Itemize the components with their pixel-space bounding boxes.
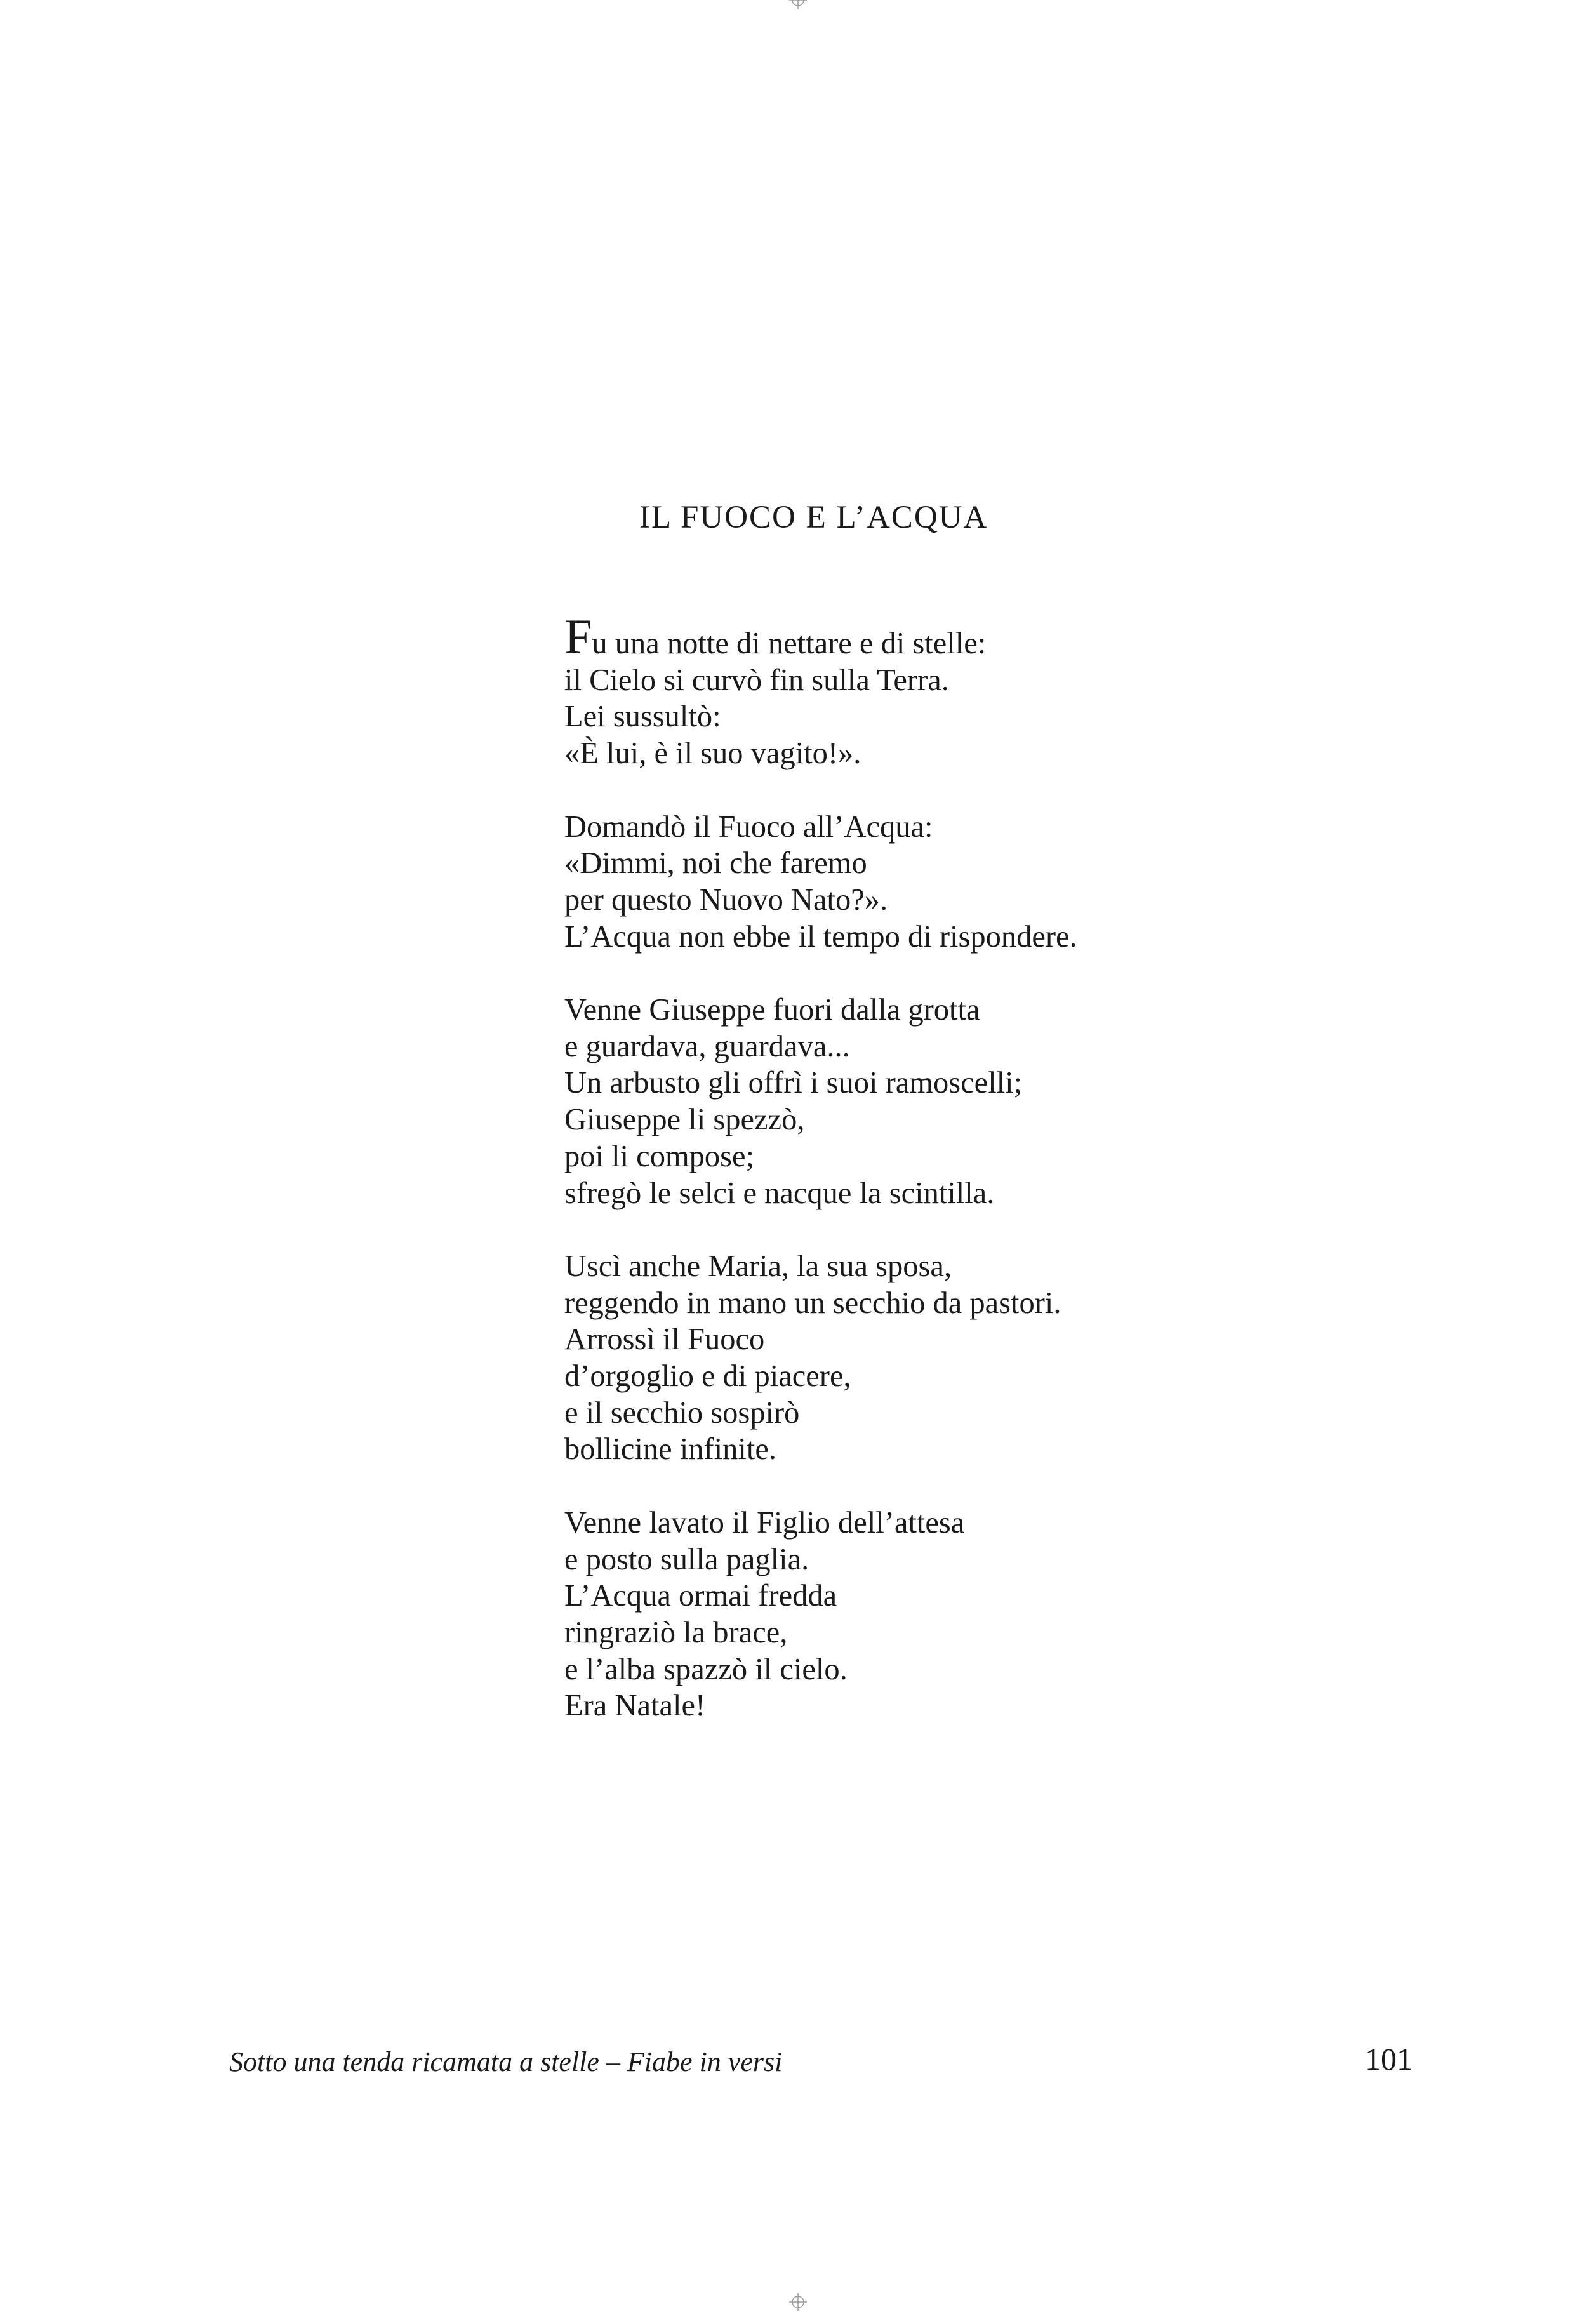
registration-mark-top-icon <box>789 0 807 9</box>
stanza <box>564 1505 1077 1724</box>
poem-line: «È lui, è il suo vagito!». <box>564 736 861 771</box>
stanza <box>564 992 1077 1211</box>
poem-line: Domandò il Fuoco all’Acqua: <box>564 809 933 844</box>
poem-line: Lei sussultò: <box>564 700 721 734</box>
stanza <box>564 1248 1077 1468</box>
registration-mark-bottom-icon <box>789 2293 807 2311</box>
poem-line: il Cielo si curvò fin sulla Terra. <box>564 663 949 697</box>
poem-line: L’Acqua non ebbe il tempo di rispondere. <box>564 919 1077 954</box>
poem-line: Venne lavato il Figlio dell’attesa <box>564 1505 965 1540</box>
poem-line: Fu una notte di nettare e di stelle: <box>564 609 987 664</box>
poem-line: e posto sulla paglia. <box>564 1542 809 1576</box>
poem-line: poi li compose; <box>564 1139 755 1173</box>
poem-line: Un arbusto gli offrì i suoi ramoscelli; <box>564 1066 1023 1100</box>
poem-title: IL FUOCO E L’ACQUA <box>639 500 988 535</box>
poem-line: Venne Giuseppe fuori dalla grotta <box>564 993 980 1027</box>
poem-line: reggendo in mano un secchio da pastori. <box>564 1286 1061 1320</box>
poem-line: bollicine infinite. <box>564 1432 777 1467</box>
poem-line: Arrossì il Fuoco <box>564 1322 765 1357</box>
drop-cap: F <box>564 609 592 664</box>
poem-line: e il secchio sospirò <box>564 1395 800 1430</box>
stanza <box>564 609 1077 772</box>
poem-line: Uscì anche Maria, la sua sposa, <box>564 1249 952 1283</box>
stanza <box>564 809 1077 956</box>
poem-line: Giuseppe li spezzò, <box>564 1103 805 1137</box>
poem-line: e l’alba spazzò il cielo. <box>564 1652 848 1686</box>
poem-body <box>564 609 1077 1724</box>
poem-line: sfregò le selci e nacque la scintilla. <box>564 1176 995 1210</box>
running-footer-title: Sotto una tenda ricamata a stelle – Fiabe in versi <box>229 2046 783 2077</box>
poem-line: d’orgoglio e di piacere, <box>564 1359 851 1394</box>
poem-line: Era Natale! <box>564 1689 706 1723</box>
poem-line: e guardava, guardava... <box>564 1029 850 1063</box>
poem-line: L’Acqua ormai fredda <box>564 1579 837 1613</box>
poem-line: «Dimmi, noi che faremo <box>564 846 867 881</box>
poem-line: per questo Nuovo Nato?». <box>564 882 888 917</box>
page-number: 101 <box>1365 2041 1413 2077</box>
poem-line: ringraziò la brace, <box>564 1615 788 1649</box>
